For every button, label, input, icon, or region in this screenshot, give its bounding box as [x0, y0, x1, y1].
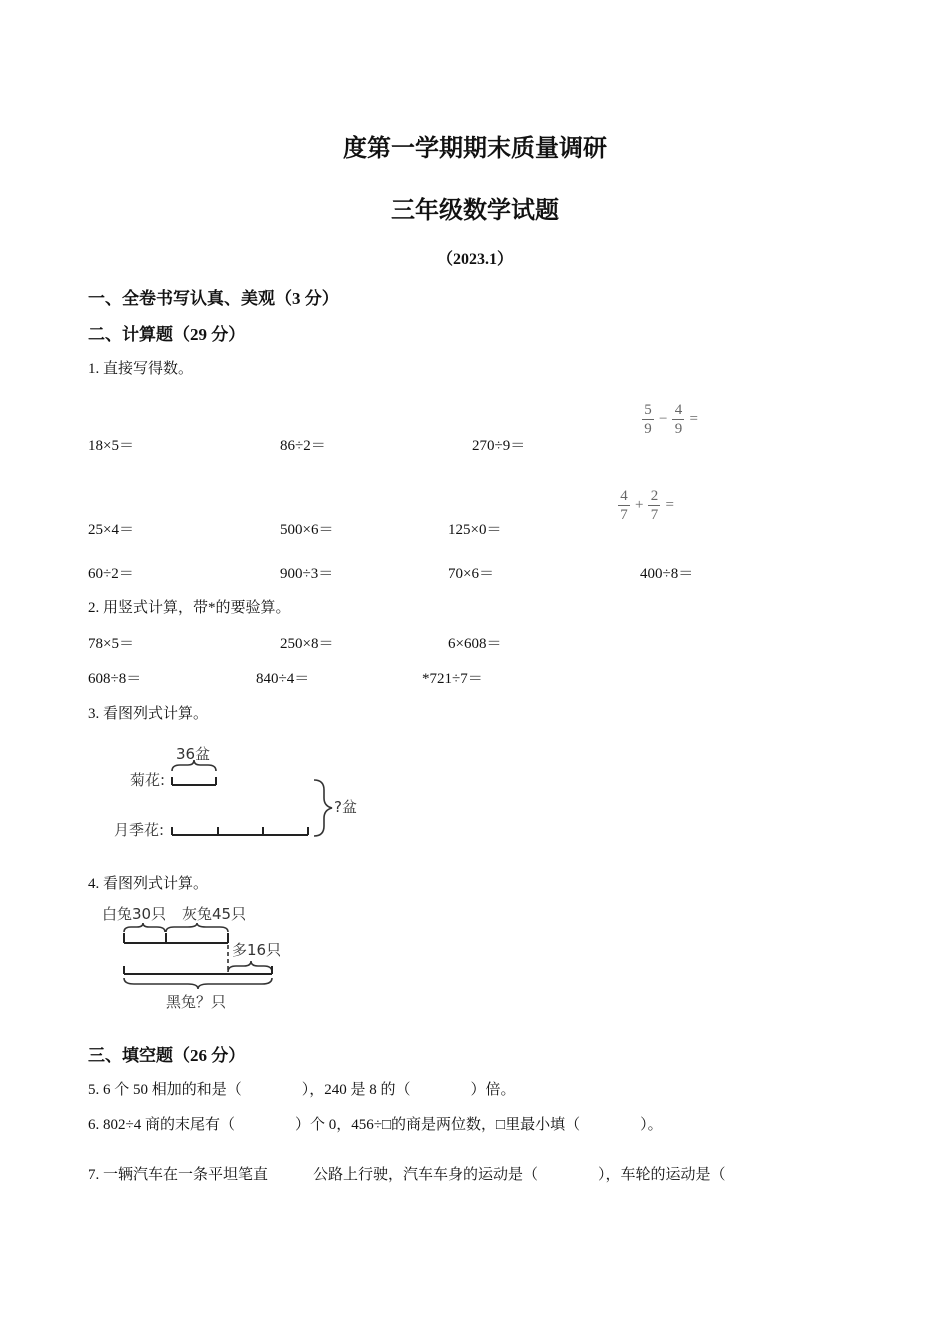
q3-line-diagram: [108, 738, 388, 848]
q1-item: 25×4＝: [88, 522, 134, 538]
gray-brace: [166, 923, 228, 932]
q1-item: 70×6＝: [448, 566, 494, 582]
equals-sign: =: [689, 411, 698, 427]
exam-subtitle: 三年级数学试题: [391, 198, 559, 224]
q1-item: 400÷8＝: [640, 566, 694, 582]
q2-item: 840÷4＝: [256, 671, 310, 687]
q1-prompt: 1. 直接写得数。: [88, 361, 194, 377]
fraction-expression-2: [616, 488, 677, 523]
label-gray-rabbits: 灰兔45只: [182, 905, 247, 923]
q6-text: 6. 802÷4 商的末尾有（ ）个 0，456÷□的商是两位数，□里最小填（ ）。: [88, 1117, 663, 1133]
label-white-rabbits: 白兔30只: [102, 905, 167, 923]
q2-item: 608÷8＝: [88, 671, 142, 687]
exam-date: （2023.1）: [436, 251, 513, 268]
q2-item: 250×8＝: [280, 636, 334, 652]
label-chrysanthemum: 菊花:: [130, 771, 166, 789]
q4-line-diagram: [96, 900, 316, 1015]
right-brace: [314, 780, 332, 836]
q1-item: 900÷3＝: [280, 566, 334, 582]
minus-sign: −: [659, 411, 668, 427]
exam-title: 度第一学期期末质量调研: [343, 136, 607, 162]
denominator: 9: [644, 421, 652, 437]
fraction-expression-1: [640, 402, 701, 437]
numerator: 2: [650, 488, 659, 504]
q1-item: 125×0＝: [448, 522, 502, 538]
q2-item: 6×608＝: [448, 636, 502, 652]
bottom-brace: [124, 978, 272, 989]
denominator: 7: [620, 507, 628, 523]
section-3-heading: 三、填空题（26 分）: [88, 1046, 246, 1065]
numerator: 4: [674, 402, 683, 418]
q4-prompt: 4. 看图列式计算。: [88, 876, 209, 892]
section-1-heading: 一、全卷书写认真、美观（3 分）: [88, 289, 339, 308]
white-brace: [124, 923, 165, 932]
label-rose: 月季花:: [114, 821, 165, 839]
equals-sign: =: [665, 497, 674, 513]
q1-item: 270÷9＝: [472, 438, 526, 454]
q1-item: 86÷2＝: [280, 438, 326, 454]
q2-item: 78×5＝: [88, 636, 134, 652]
section-2-heading: 二、计算题（29 分）: [88, 325, 246, 344]
q1-item: 60÷2＝: [88, 566, 134, 582]
label-more-16: 多16只: [232, 941, 282, 959]
more-brace: [228, 961, 272, 972]
label-question-pots: ?盆: [334, 798, 357, 816]
q1-item: 500×6＝: [280, 522, 334, 538]
numerator: 4: [620, 488, 628, 504]
label-black-rabbits: 黑兔？只: [166, 993, 227, 1011]
denominator: 9: [674, 421, 683, 437]
q5-text: 5. 6 个 50 相加的和是（ ），240 是 8 的（ ）倍。: [88, 1082, 516, 1098]
q3-prompt: 3. 看图列式计算。: [88, 706, 209, 722]
plus-sign: +: [635, 497, 644, 513]
numerator: 5: [644, 402, 652, 418]
label-36-pots: 36盆: [176, 745, 211, 763]
q7-text: 7. 一辆汽车在一条平坦笔直 公路上行驶，汽车车身的运动是（ ），车轮的运动是（: [88, 1167, 726, 1183]
q2-item: *721÷7＝: [422, 671, 483, 687]
q1-item: 18×5＝: [88, 438, 134, 454]
denominator: 7: [650, 507, 659, 523]
q2-prompt: 2. 用竖式计算，带*的要验算。: [88, 600, 291, 616]
